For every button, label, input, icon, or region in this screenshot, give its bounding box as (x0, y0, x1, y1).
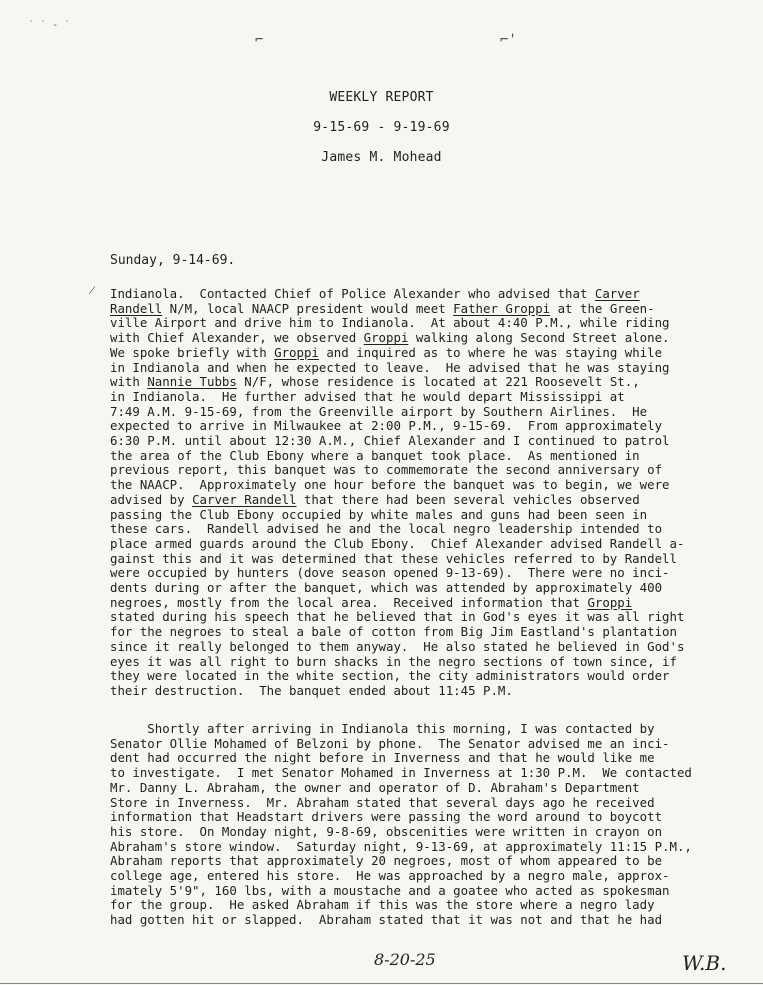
page-number: 8-20-25 (374, 950, 436, 969)
text-line: Abraham reports that approximately 20 negroes, most of whom appeared to be (110, 853, 663, 869)
bottom-edge (0, 983, 763, 984)
text-line: the area of the Club Ebony where a banquet took place. As mentioned in (110, 447, 640, 463)
text-line: gainst this and it was determined that these vehicles referred to by Randell (110, 550, 677, 566)
text-line: We spoke briefly with Groppi and inquired as to where he was staying while (110, 344, 663, 360)
text-line: dents during or after the banquet, which was attended by approximately 400 (110, 580, 663, 596)
text-line: Mr. Danny L. Abraham, the owner and operator of D. Abraham's Department (110, 779, 640, 795)
report-author: James M. Mohead (321, 150, 442, 165)
handwritten-initials: W.B. (682, 951, 727, 975)
text-line: in Indianola and when he expected to leave. He advised that he was staying (110, 359, 670, 375)
check-mark-icon: ⁄ (91, 283, 94, 297)
text-line: advised by Carver Randell that there had been several vehicles observed (110, 491, 640, 507)
text-line: for the group. He asked Abraham if this was the store where a negro lady (110, 897, 655, 913)
text-line: with Nannie Tubbs N/F, whose residence is located at 221 Roosevelt St., (110, 374, 640, 390)
text-line: Abraham's store window. Saturday night, 9-13-69, at approximately 11:15 P.M., (110, 838, 692, 854)
text-line: Senator Ollie Mohamed of Belzoni by phone. The Senator advised me an inci- (110, 735, 670, 751)
text-line: they were located in the white section, the city administrators would order (110, 668, 670, 684)
text-line: since it really belonged to them anyway. He also stated he believed in God's (110, 638, 685, 654)
text-line: negroes, mostly from the local area. Received information that Groppi (110, 594, 633, 610)
text-line: Indianola. Contacted Chief of Police Alexander who advised that Carver (110, 286, 640, 301)
text-line: Randell N/M, local NAACP president would meet Father Groppi at the Green- (110, 300, 655, 316)
text-line: stated during his speech that he believed that in God's eyes it was all right (110, 609, 685, 625)
margin-smudge: ⌐ (255, 32, 264, 48)
text-line: with Chief Alexander, we observed Groppi walking along Second Street alone. (110, 330, 670, 346)
text-line: the NAACP. Approximately one hour before the banquet was to begin, we were (110, 477, 670, 493)
text-line: 7:49 A.M. 9-15-69, from the Greenville airport by Southern Airlines. He (110, 403, 648, 419)
text-line: his store. On Monday night, 9-8-69, obscenities were written in crayon on (110, 823, 663, 839)
text-line: for the negroes to steal a bale of cotton from Big Jim Eastland's plantation (110, 624, 677, 640)
text-line: imately 5'9", 160 lbs, with a moustache and a goatee who acted as spokesman (110, 882, 670, 898)
text-line: ville Airport and drive him to Indianola. At about 4:40 P.M., while riding (110, 315, 670, 331)
text-line: information that Headstart drivers were passing the word around to boycott (110, 809, 663, 825)
text-line: these cars. Randell advised he and the local negro leadership intended to (110, 521, 663, 537)
text-line: had gotten hit or slapped. Abraham stated that it was not and that he had (110, 912, 663, 928)
text-line: 6:30 P.M. until about 12:30 A.M., Chief Alexander and I continued to patrol (110, 433, 670, 449)
text-line: expected to arrive in Milwaukee at 2:00 P.M., 9-15-69. From approximately (110, 418, 663, 434)
date-heading: Sunday, 9-14-69. (110, 253, 236, 268)
text-line: college age, entered his store. He was approached by a negro male, approx- (110, 868, 670, 884)
text-line: place armed guards around the Club Ebony. Chief Alexander advised Randell a- (110, 535, 685, 551)
margin-smudge: ˙ ˙ ‑ ˙ (28, 20, 71, 31)
report-title: WEEKLY REPORT (329, 90, 434, 105)
paragraph-1 (110, 287, 700, 699)
text-line: dent had occurred the night before in Inverness and that he would like me (110, 750, 655, 766)
text-line: their destruction. The banquet ended about 11:45 P.M. (110, 682, 513, 698)
text-line: Shortly after arriving in Indianola this morning, I was contacted by (110, 721, 655, 736)
text-line: Store in Inverness. Mr. Abraham stated that several days ago he received (110, 794, 655, 810)
margin-smudge: ⌐' (500, 32, 517, 48)
text-line: were occupied by hunters (dove season opened 9-13-69). There were no inci- (110, 565, 670, 581)
text-line: to investigate. I met Senator Mohamed in Inverness at 1:30 P.M. We contacted (110, 765, 692, 781)
text-line: passing the Club Ebony occupied by white males and guns had been seen in (110, 506, 648, 522)
report-date-range: 9-15-69 - 9-19-69 (313, 120, 450, 135)
text-line: eyes it was all right to burn shacks in the negro sections of town since, if (110, 653, 677, 669)
text-line: previous report, this banquet was to commemorate the second anniversary of (110, 462, 663, 478)
text-line: in Indianola. He further advised that he would depart Mississippi at (110, 388, 625, 404)
paragraph-2 (110, 722, 700, 928)
